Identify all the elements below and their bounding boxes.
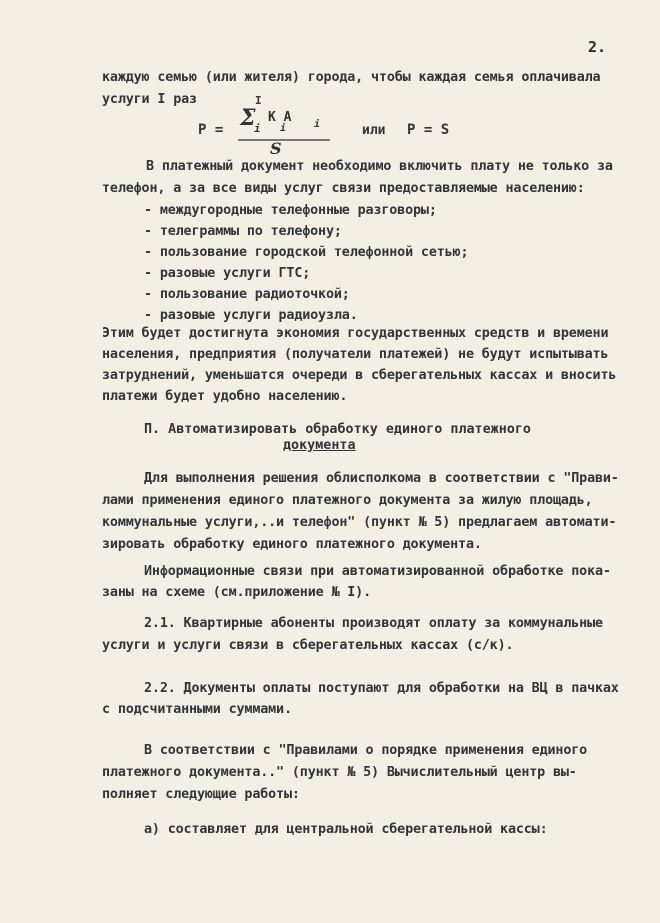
service-item: - пользование радиоточкой; xyxy=(144,287,350,302)
paragraph3-line-4: зировать обработку единого платежного документа. xyxy=(102,537,482,552)
formula-denominator: S xyxy=(270,139,282,158)
formula-sum-symbol: Σ xyxy=(240,105,256,131)
section-heading-line-1: П. Автоматизировать обработку единого платежного xyxy=(144,422,531,437)
section-heading-line-2: документа xyxy=(283,438,356,453)
formula-numerator: K A xyxy=(268,110,292,125)
service-item: - телеграммы по телефону; xyxy=(144,224,342,239)
list-item-a: а) составляет для центральной сберегательной кассы: xyxy=(144,822,548,837)
paragraph3-line-3: коммунальные услуги,..и телефон" (пункт № 5) предлагаем автомати- xyxy=(102,515,617,530)
paragraph1-line-1: В платежный документ необходимо включить плату не только за xyxy=(146,159,613,174)
paragraph1-line-2: телефон, а за все виды услуг связи предоставляемые населению: xyxy=(102,181,585,196)
service-item: - разовые услуги ГТС; xyxy=(144,266,311,281)
intro-line-1: каждую семью (или жителя) города, чтобы каждая семья оплачивала xyxy=(102,70,601,85)
paragraph7-line-1: В соответствии с "Правилами о порядке применения единого xyxy=(144,743,588,758)
paragraph5-line-2: услуги и услуги связи в сберегательных кассах (с/к). xyxy=(102,638,514,653)
formula-alt: P = S xyxy=(407,122,450,138)
service-item: - пользование городской телефонной сетью; xyxy=(144,245,469,260)
service-item: - междугородные телефонные разговоры; xyxy=(144,203,437,218)
intro-line-2: услуги I раз xyxy=(102,92,197,107)
paragraph4-line-2: заны на схеме (см.приложение № I). xyxy=(102,585,372,600)
paragraph3-line-2: лами применения единого платежного документа за жилую площадь, xyxy=(102,493,593,508)
formula-connector: или xyxy=(362,123,386,138)
formula-sub-a: i xyxy=(314,119,321,130)
paragraph6-line-1: 2.2. Документы оплаты поступают для обработки на ВЦ в пачках xyxy=(144,681,619,696)
paragraph2-line-2: населения, предприятия (получатели платежей) не будут испытывать xyxy=(102,347,609,362)
paragraph4-line-1: Информационные связи при автоматизированной обработке пока- xyxy=(144,564,611,579)
paragraph2-line-4: платежи будет удобно населению. xyxy=(102,389,348,404)
paragraph2-line-1: Этим будет достигнута экономия государственных средств и времени xyxy=(102,326,609,341)
formula-lhs: P = xyxy=(198,122,224,138)
paragraph5-line-1: 2.1. Квартирные абоненты производят оплату за коммунальные xyxy=(144,616,603,631)
paragraph7-line-3: полняет следующие работы: xyxy=(102,787,300,802)
formula-sum-top: I xyxy=(255,94,262,107)
formula-sum-index: i xyxy=(254,122,261,135)
paragraph6-line-2: с подсчитанными суммами. xyxy=(102,702,292,717)
payment-formula xyxy=(0,0,660,160)
service-item: - разовые услуги радиоузла. xyxy=(144,308,358,323)
formula-graphic xyxy=(0,0,660,160)
paragraph7-line-2: платежного документа.." (пункт № 5) Вычислительный центр вы- xyxy=(102,765,577,780)
page-number: 2. xyxy=(588,38,607,56)
formula-sub-k: i xyxy=(280,123,287,134)
paragraph3-line-1: Для выполнения решения облисполкома в соответствии с "Прави- xyxy=(144,471,619,486)
paragraph2-line-3: затруднений, уменьшатся очереди в сберегательных кассах и вносить xyxy=(102,368,617,383)
